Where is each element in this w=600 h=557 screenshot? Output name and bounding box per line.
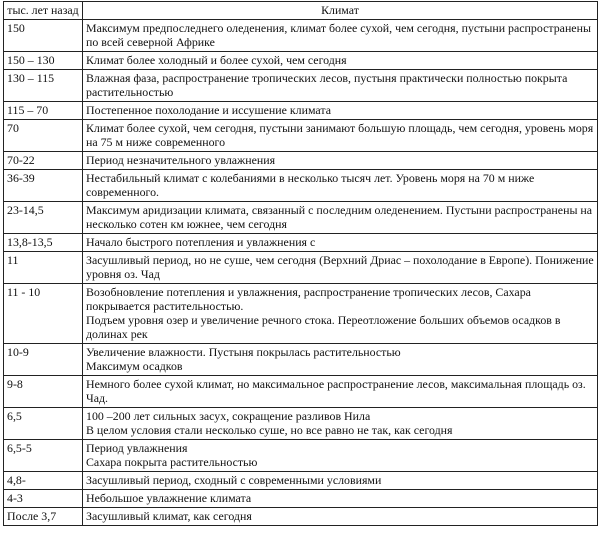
climate-cell (83, 70, 598, 102)
climate-text: Максимум предпоследнего оледенения, климат более сухой, чем сегодня, пустыни распространены по всей северной Африке (86, 21, 591, 49)
climate-text: Нестабильный климат с колебаниями в несколько тысяч лет. Уровень моря на 70 м ниже современного. (86, 171, 535, 199)
climate-cell (83, 202, 598, 234)
climate-text: 100 –200 лет сильных засух, сокращение разливов Нила (86, 409, 371, 423)
climate-text: Постепенное похолодание и иссушение климата (86, 103, 331, 117)
time-cell: После 3,7 (4, 508, 83, 526)
time-cell: 11 - 10 (4, 284, 83, 344)
climate-text: Период незначительного увлажнения (86, 153, 276, 167)
climate-text: Засушливый период, но не суше, чем сегодня (Верхний Дриас – похолодание в Европе). Понижение уровня оз. Чад (86, 253, 594, 281)
climate-cell (83, 52, 598, 70)
header-time: тыс. лет назад (4, 2, 83, 20)
time-cell: 10-9 (4, 344, 83, 376)
climate-text: Влажная фаза, распространение тропических лесов, пустыня практически полностью покрыта растительностью (86, 71, 568, 99)
header-climate: Климат (83, 2, 598, 20)
header-row (4, 2, 598, 20)
table-row (4, 490, 598, 508)
climate-text: Период увлажнения (86, 441, 188, 455)
climate-cell (83, 408, 598, 440)
table-row (4, 472, 598, 490)
climate-text: Климат более холодный и более сухой, чем сегодня (86, 53, 347, 67)
table-row (4, 440, 598, 472)
climate-cell (83, 376, 598, 408)
time-cell: 70 (4, 120, 83, 152)
time-cell: 130 – 115 (4, 70, 83, 102)
table-row (4, 20, 598, 52)
climate-text: Климат более сухой, чем сегодня, пустыни занимают большую площадь, чем сегодня, уровень моря на 75 м ниже современного (86, 121, 594, 149)
table-body (4, 20, 598, 526)
table-row (4, 508, 598, 526)
climate-cell (83, 440, 598, 472)
table-row (4, 170, 598, 202)
time-cell: 150 (4, 20, 83, 52)
table-row (4, 120, 598, 152)
table-row (4, 234, 598, 252)
time-cell: 6,5 (4, 408, 83, 440)
climate-cell (83, 170, 598, 202)
climate-text: Подъем уровня озер и увеличение речного стока. Переотложение больших объемов осадков в долинах рек (86, 313, 561, 341)
climate-text: Возобновление потепления и увлажнения, распространение тропических лесов, Сахара покрывается растительностью. (86, 285, 531, 313)
time-cell: 4-3 (4, 490, 83, 508)
table-row (4, 70, 598, 102)
climate-cell (83, 252, 598, 284)
table-row (4, 376, 598, 408)
table-row (4, 408, 598, 440)
table-row (4, 152, 598, 170)
time-cell: 4,8- (4, 472, 83, 490)
time-cell: 150 – 130 (4, 52, 83, 70)
climate-cell (83, 234, 598, 252)
table-row (4, 344, 598, 376)
climate-text: Увеличение влажности. Пустыня покрылась растительностью (86, 345, 401, 359)
time-cell: 13,8-13,5 (4, 234, 83, 252)
time-cell: 9-8 (4, 376, 83, 408)
climate-text: Засушливый климат, как сегодня (86, 509, 252, 523)
time-cell: 70-22 (4, 152, 83, 170)
climate-text: Максимум аридизации климата, связанный с последним оледенением. Пустыни распространены на несколько сотен км южнее, чем сегодня (86, 203, 593, 231)
time-cell: 23-14,5 (4, 202, 83, 234)
climate-text: Небольшое увлажнение климата (86, 491, 252, 505)
climate-text: Сахара покрыта растительностью (86, 455, 258, 469)
climate-cell (83, 20, 598, 52)
climate-text: Немного более сухой климат, но максимальное распространение лесов, максимальная площадь оз. Чад. (86, 377, 586, 405)
climate-cell (83, 284, 598, 344)
time-cell: 6,5-5 (4, 440, 83, 472)
climate-text: Начало быстрого потепления и увлажнения с (86, 235, 316, 249)
time-cell: 11 (4, 252, 83, 284)
climate-cell (83, 152, 598, 170)
climate-history-table (3, 1, 598, 526)
climate-cell (83, 344, 598, 376)
climate-text: Максимум осадков (86, 359, 183, 373)
table-row (4, 52, 598, 70)
climate-cell (83, 472, 598, 490)
table-row (4, 202, 598, 234)
table-row (4, 102, 598, 120)
climate-cell (83, 102, 598, 120)
climate-cell (83, 120, 598, 152)
climate-cell (83, 508, 598, 526)
climate-text: В целом условия стали несколько суше, но все равно не так, как сегодня (86, 423, 453, 437)
time-cell: 36-39 (4, 170, 83, 202)
climate-cell (83, 490, 598, 508)
time-cell: 115 – 70 (4, 102, 83, 120)
table-row (4, 284, 598, 344)
table-row (4, 252, 598, 284)
climate-text: Засушливый период, сходный с современными условиями (86, 473, 382, 487)
